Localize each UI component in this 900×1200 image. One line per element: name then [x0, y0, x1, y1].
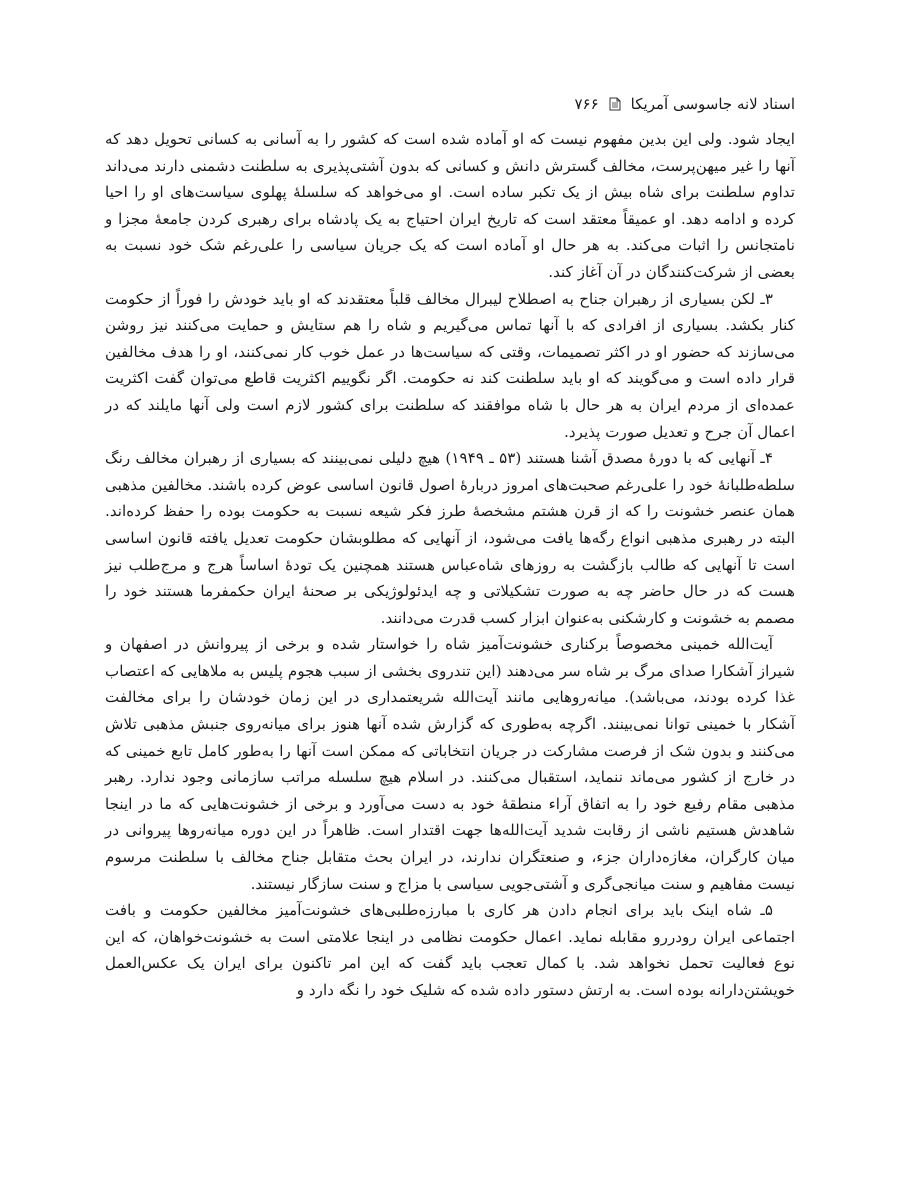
- paragraph-3: ۳ـ لکن بسیاری از رهبران جناح به اصطلاح لیبرال مخالف قلباً معتقدند که او باید خودش را فوراً از حکومت کنار بکشد. بسیاری از افرادی که با آنها تماس می‌گیریم و شاه را هم ستایش و حمایت می‌کنند نیز روشن می‌سازند که حضور او در اکثر تصمیمات، وقتی که سیاست‌ها در عمل خوب کار نمی‌کنند، او را هدف مخالفین قرار داده است و می‌گویند که او باید سلطنت کند نه حکومت. اگر نگوییم اکثریت قاطع می‌توان گفت اکثریت عمده‌ای از مردم ایران به هر حال با شاه موافقند که سلطنت برای کشور لازم است ولی آنها مایلند که در اعمال آن جرح و تعدیل صورت پذیرد.: [105, 289, 795, 441]
- page-number: ۷۶۶: [574, 95, 599, 113]
- running-header: [105, 92, 795, 116]
- paragraph-4: ۴ـ آنهایی که با دورهٔ مصدق آشنا هستند (۵۳ ـ ۱۹۴۹) هیچ دلیلی نمی‌بینند که بسیاری از رهبران مخالف رنگ سلطه‌طلبانهٔ خود را علی‌رغم صحبت‌های امروز دربارهٔ اصول قانون اساسی عوض کرده باشند. مخالفین مذهبی همان عنصر خشونت را که از قرن هشتم مشخصهٔ طرز فکر شیعه نسبت به حکومت بوده را حفظ کرده‌اند. البته در رهبری مذهبی انواع رگه‌ها یافت می‌شود، از آنهایی که مطلوبشان حکومت تعدیل یافته قانون اساسی است تا آنهایی که طالب بازگشت به روزهای شاه‌عباس هستند همچنین یک تودهٔ اساساً هرج و مرج‌طلب نیز هست که در حال حاضر چه به صورت تشکیلاتی و چه ایدئولوژیکی بر صحنهٔ ایران حکمفرما هستند خود را مصمم به خشونت و کارشکنی به‌عنوان ابزار کسب قدرت می‌دانند.: [105, 449, 795, 627]
- paragraph-5: ۵ـ شاه اینک باید برای انجام دادن هر کاری با مبارزه‌طلبی‌های خشونت‌آمیز مخالفین حکومت و بافت اجتماعی ایران رودررو مقابله نماید. اعمال حکومت نظامی در اینجا علامتی است به خشونت‌خواهان، که این نوع فعالیت تحمل نخواهد شد. با کمال تعجب باید گفت که این امر تاکنون برای ایران یک عکس‌العمل خویشتن‌دارانه بوده است. به ارتش دستور داده شده که شلیک خود را نگه دارد و: [105, 901, 795, 999]
- header-title: اسناد لانه جاسوسی آمریکا: [630, 95, 795, 113]
- paragraph-khomeini: آیت‌الله خمینی مخصوصاً برکناری خشونت‌آمیز شاه را خواستار شده و برخی از پیروانش در اصفهان و شیراز آشکارا صدای مرگ بر شاه سر می‌دهند (این تندروی بخشی از سبب هجوم پلیس به ملاهایی که اعتصاب غذا کرده بودند، می‌باشد). میانه‌روهایی مانند آیت‌الله شریعتمداری در این زمان خودشان را برای مخالفت آشکار با خمینی توانا نمی‌بینند. اگرچه به‌طوری که گزارش شده آنها هنوز برای میانه‌روی جنبش مذهبی تلاش می‌کنند و بدون شک از فرصت مشارکت در جریان انتخاباتی که ممکن است آنها را به‌طور کامل تابع خمینی که در خارج از کشور می‌ماند ننماید، استقبال می‌کنند. در اسلام هیچ سلسله مراتب سازمانی وجود ندارد. رهبر مذهبی مقام رفیع خود را به اتفاق آراء منطقهٔ خود به دست می‌آورد و برخی از خشونت‌هایی که ما در اینجا شاهدش هستیم ناشی از رقابت شدید آیت‌الله‌ها جهت اقتدار است. ظاهراً در این دوره میانه‌روها پیروانی در میان کارگران، مغازه‌داران جزء، و صنعتگران ندارند، در ایران بحث متقابل جناح مخالف با سلطنت مرسوم نیست مفاهیم و سنت میانجی‌گری و آشتی‌جویی سیاسی با مزاج و سنت سازگار نیستند.: [105, 635, 795, 893]
- paragraph-continuation: ایجاد شود. ولی این بدین مفهوم نیست که او آماده شده است که کشور را به آسانی به کسانی تحویل دهد که آنها را غیر میهن‌پرست، مخالف گسترش دانش و کسانی که بدون آشتی‌پذیری به سلطنت دشمنی دارند می‌داند تداوم سلطنت برای شاه بیش از یک تکبر ساده است. او می‌خواهد که سلسلهٔ پهلوی سیاست‌های او را احیا کرده و ادامه دهد. او عمیقاً معتقد است که تاریخ ایران احتیاج به یک پادشاه برای رهبری کردن جامعهٔ مجزا و نامتجانس را اثبات می‌کند. به هر حال او آماده است که یک جریان سیاسی را علی‌رغم شک خود نسبت به بعضی از شرکت‌کنندگان در آن آغاز کند.: [105, 130, 795, 281]
- body-text: [105, 126, 795, 1004]
- document-icon: [609, 97, 621, 111]
